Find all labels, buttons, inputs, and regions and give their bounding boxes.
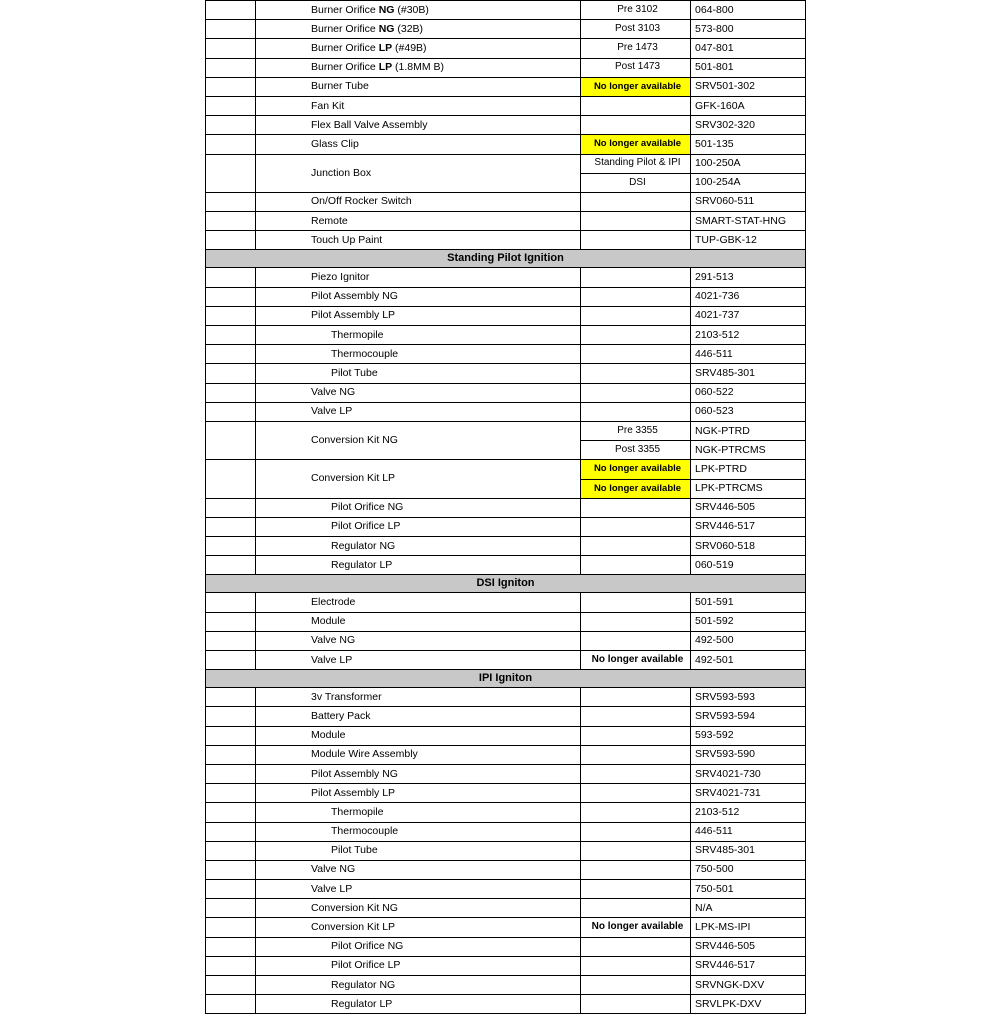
table-row [206,135,806,154]
part-number-cell: 2103-512 [691,803,806,822]
part-number-cell: SRV446-517 [691,956,806,975]
part-number-cell: N/A [691,899,806,918]
part-number-cell: LPK-PTRCMS [691,479,806,498]
part-description-cell: Piezo Ignitor [256,268,581,287]
part-number-cell: SRV485-301 [691,364,806,383]
table-row [206,918,806,937]
note-cell [581,956,691,975]
section-header-label: DSI Igniton [206,575,806,593]
part-description-cell: Burner Tube [256,77,581,96]
note-cell [581,841,691,860]
table-row [206,306,806,325]
leader-cell [206,135,256,154]
leader-cell [206,231,256,250]
leader-cell [206,364,256,383]
note-cell [581,537,691,556]
part-number-cell: 446-511 [691,345,806,364]
note-cell [581,364,691,383]
leader-cell [206,803,256,822]
table-row [206,364,806,383]
leader-cell [206,976,256,995]
leader-cell [206,651,256,670]
leader-cell [206,192,256,211]
part-number-cell: SRV060-511 [691,192,806,211]
table-row [206,822,806,841]
table-row [206,20,806,39]
section-header-label: Standing Pilot Ignition [206,250,806,268]
table-row [206,460,806,479]
table-row [206,345,806,364]
part-number-cell: 060-522 [691,383,806,402]
note-cell [581,688,691,707]
table-row [206,58,806,77]
table-row [206,421,806,440]
leader-cell [206,268,256,287]
leader-cell [206,39,256,58]
leader-cell [206,383,256,402]
table-row [206,899,806,918]
part-number-cell: 060-523 [691,402,806,421]
part-number-cell: 750-501 [691,880,806,899]
fuel-type-label: NG [378,22,395,35]
part-description-cell: Module [256,726,581,745]
note-cell [581,880,691,899]
leader-cell [206,345,256,364]
note-cell [581,860,691,879]
leader-cell [206,841,256,860]
part-number-cell: SMART-STAT-HNG [691,212,806,231]
part-number-cell: SRV593-594 [691,707,806,726]
part-number-cell: SRV4021-730 [691,764,806,783]
part-description-cell: Battery Pack [256,707,581,726]
table-row [206,880,806,899]
table-row [206,976,806,995]
parts-table-body [206,1,806,1014]
table-row [206,326,806,345]
note-cell [581,976,691,995]
part-number-cell: SRV446-505 [691,937,806,956]
fuel-type-label: LP [378,61,393,74]
part-number-cell: 100-254A [691,173,806,192]
part-description-cell: Regulator NG [256,976,581,995]
part-number-cell: 2103-512 [691,326,806,345]
note-cell [581,707,691,726]
part-description-cell: Pilot Orifice NG [256,937,581,956]
table-row [206,192,806,211]
part-description-cell: On/Off Rocker Switch [256,192,581,211]
table-row [206,116,806,135]
table-row [206,651,806,670]
leader-cell [206,20,256,39]
leader-cell [206,956,256,975]
part-description-cell: Valve NG [256,631,581,650]
part-number-cell: LPK-MS-IPI [691,918,806,937]
part-description-cell: Thermopile [256,803,581,822]
part-description-cell: Pilot Assembly NG [256,764,581,783]
note-cell: Pre 3102 [581,1,691,20]
part-number-cell: SRV485-301 [691,841,806,860]
leader-cell [206,556,256,575]
availability-note-cell: No longer available [581,460,691,479]
note-cell [581,268,691,287]
note-cell [581,899,691,918]
part-description-cell: Valve LP [256,651,581,670]
note-cell [581,306,691,325]
leader-cell [206,745,256,764]
part-number-cell: SRV060-518 [691,537,806,556]
table-row [206,556,806,575]
leader-cell [206,707,256,726]
part-description-cell: Pilot Orifice LP [256,956,581,975]
section-header-row [206,250,806,268]
part-description-cell: Burner Orifice LP (#49B) [256,39,581,58]
note-cell [581,995,691,1014]
part-description-cell: Valve NG [256,383,581,402]
part-number-cell: 291-513 [691,268,806,287]
leader-cell [206,306,256,325]
part-number-cell: NGK-PTRD [691,421,806,440]
part-description-cell: Module Wire Assembly [256,745,581,764]
leader-cell [206,212,256,231]
note-cell [581,784,691,803]
part-description-cell: Regulator LP [256,995,581,1014]
note-cell [581,383,691,402]
note-cell [581,745,691,764]
table-row [206,707,806,726]
table-row [206,402,806,421]
part-description-cell: Conversion Kit NG [256,421,581,459]
leader-cell [206,918,256,937]
table-row [206,383,806,402]
part-number-cell: 501-135 [691,135,806,154]
part-number-cell: 060-519 [691,556,806,575]
table-row [206,631,806,650]
table-row [206,517,806,536]
part-description-cell: Conversion Kit LP [256,918,581,937]
part-number-cell: 573-800 [691,20,806,39]
note-cell [581,345,691,364]
part-number-cell: SRV302-320 [691,116,806,135]
availability-note-cell: No longer available [581,651,691,670]
note-cell [581,822,691,841]
part-description-cell: Burner Orifice NG (#30B) [256,1,581,20]
table-row [206,956,806,975]
table-row [206,764,806,783]
note-cell [581,231,691,250]
leader-cell [206,822,256,841]
part-description-cell: Touch Up Paint [256,231,581,250]
part-number-cell: GFK-160A [691,96,806,115]
table-row [206,96,806,115]
part-number-cell: 501-591 [691,593,806,612]
note-cell: Pre 1473 [581,39,691,58]
part-number-cell: 501-801 [691,58,806,77]
leader-cell [206,517,256,536]
part-number-cell: SRV446-517 [691,517,806,536]
part-number-cell: NGK-PTRCMS [691,441,806,460]
leader-cell [206,860,256,879]
leader-cell [206,880,256,899]
note-cell [581,803,691,822]
leader-cell [206,688,256,707]
part-description-cell: Flex Ball Valve Assembly [256,116,581,135]
part-number-cell: 047-801 [691,39,806,58]
leader-cell [206,612,256,631]
note-cell [581,326,691,345]
table-row [206,593,806,612]
table-row [206,784,806,803]
leader-cell [206,58,256,77]
table-row [206,995,806,1014]
part-number-cell: 4021-737 [691,306,806,325]
part-description-cell: Thermopile [256,326,581,345]
part-description-cell: Electrode [256,593,581,612]
table-row [206,745,806,764]
leader-cell [206,460,256,498]
table-row [206,688,806,707]
part-number-cell: SRV501-302 [691,77,806,96]
part-number-cell: SRV593-590 [691,745,806,764]
part-number-cell: 750-500 [691,860,806,879]
table-row [206,154,806,173]
note-cell: Post 3103 [581,20,691,39]
part-description-cell: Burner Orifice LP (1.8MM B) [256,58,581,77]
part-description-cell: Pilot Orifice LP [256,517,581,536]
leader-cell [206,116,256,135]
part-description-cell: Module [256,612,581,631]
availability-note-cell: No longer available [581,135,691,154]
note-cell: DSI [581,173,691,192]
note-cell [581,517,691,536]
leader-cell [206,726,256,745]
leader-cell [206,995,256,1014]
leader-cell [206,287,256,306]
availability-note-cell: No longer available [581,77,691,96]
part-description-cell: Pilot Orifice NG [256,498,581,517]
part-description-cell: Valve LP [256,880,581,899]
part-number-cell: 492-501 [691,651,806,670]
section-header-row [206,670,806,688]
part-number-cell: SRVNGK-DXV [691,976,806,995]
note-cell [581,937,691,956]
part-description-cell: Valve NG [256,860,581,879]
part-description-cell: 3v Transformer [256,688,581,707]
part-number-cell: SRVLPK-DXV [691,995,806,1014]
table-row [206,841,806,860]
part-description-cell: Pilot Assembly NG [256,287,581,306]
table-row [206,212,806,231]
note-cell [581,212,691,231]
leader-cell [206,1,256,20]
part-number-cell: 064-800 [691,1,806,20]
note-cell [581,631,691,650]
part-number-cell: 4021-736 [691,287,806,306]
part-number-cell: SRV446-505 [691,498,806,517]
leader-cell [206,402,256,421]
note-cell [581,287,691,306]
part-number-cell: 446-511 [691,822,806,841]
part-description-cell: Pilot Tube [256,841,581,860]
part-description-cell: Remote [256,212,581,231]
table-row [206,937,806,956]
section-header-label: IPI Igniton [206,670,806,688]
parts-list-sheet [205,0,805,1014]
part-description-cell: Junction Box [256,154,581,192]
table-row [206,287,806,306]
availability-note-cell: No longer available [581,479,691,498]
part-number-cell: 100-250A [691,154,806,173]
part-description-cell: Regulator LP [256,556,581,575]
part-number-cell: 501-592 [691,612,806,631]
part-number-cell: LPK-PTRD [691,460,806,479]
part-description-cell: Pilot Tube [256,364,581,383]
leader-cell [206,326,256,345]
leader-cell [206,899,256,918]
leader-cell [206,937,256,956]
leader-cell [206,154,256,192]
leader-cell [206,421,256,459]
part-description-cell: Thermocouple [256,345,581,364]
part-description-cell: Glass Clip [256,135,581,154]
note-cell [581,556,691,575]
parts-table [205,0,806,1014]
part-description-cell: Conversion Kit LP [256,460,581,498]
part-description-cell: Pilot Assembly LP [256,784,581,803]
note-cell: Post 1473 [581,58,691,77]
table-row [206,803,806,822]
note-cell: Pre 3355 [581,421,691,440]
table-row [206,77,806,96]
fuel-type-label: NG [378,3,395,16]
part-number-cell: 593-592 [691,726,806,745]
table-row [206,498,806,517]
note-cell [581,192,691,211]
table-row [206,1,806,20]
section-header-row [206,575,806,593]
note-cell [581,593,691,612]
table-row [206,231,806,250]
note-cell [581,402,691,421]
availability-note-cell: No longer available [581,918,691,937]
note-cell [581,764,691,783]
part-number-cell: SRV593-593 [691,688,806,707]
part-description-cell: Burner Orifice NG (32B) [256,20,581,39]
leader-cell [206,784,256,803]
part-number-cell: 492-500 [691,631,806,650]
note-cell [581,726,691,745]
part-description-cell: Pilot Assembly LP [256,306,581,325]
part-description-cell: Valve LP [256,402,581,421]
part-description-cell: Regulator NG [256,537,581,556]
leader-cell [206,96,256,115]
fuel-type-label: LP [378,41,393,54]
table-row [206,612,806,631]
note-cell: Post 3355 [581,441,691,460]
table-row [206,860,806,879]
part-description-cell: Thermocouple [256,822,581,841]
table-row [206,726,806,745]
note-cell [581,96,691,115]
table-row [206,268,806,287]
part-number-cell: TUP-GBK-12 [691,231,806,250]
leader-cell [206,498,256,517]
table-row [206,537,806,556]
leader-cell [206,77,256,96]
note-cell: Standing Pilot & IPI [581,154,691,173]
table-row [206,39,806,58]
part-description-cell: Conversion Kit NG [256,899,581,918]
leader-cell [206,593,256,612]
note-cell [581,612,691,631]
leader-cell [206,764,256,783]
part-description-cell: Fan Kit [256,96,581,115]
leader-cell [206,631,256,650]
part-number-cell: SRV4021-731 [691,784,806,803]
note-cell [581,116,691,135]
leader-cell [206,537,256,556]
note-cell [581,498,691,517]
